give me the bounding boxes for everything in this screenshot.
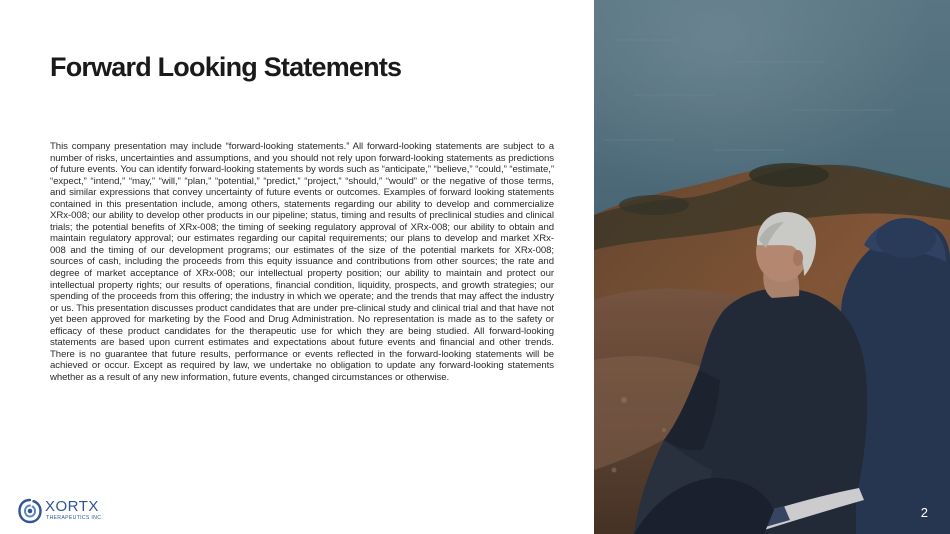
slide-title: Forward Looking Statements bbox=[50, 52, 402, 82]
logo-tagline: THERAPEUTICS INC. bbox=[46, 515, 103, 521]
xortx-logo bbox=[18, 497, 128, 527]
forward-looking-statements-text: This company presentation may include “forward-looking statements.” All forward-looking statements are subject to a number of risks, uncertainties and assumptions, and you should not rely upon forward-looking statements as predictions of future events. You can identify forward-looking statements by words such as “anticipate,” “believe,” “could,” “estimate,” “expect,” “intend,” “may,” “will,” “plan,” “potential,” “predict,” “project,” “should,” “would” or the negative of those terms, and similar expressions that convey uncertainty of future events or outcomes. Examples of forward looking statements contained in this presentation include, among others, statements regarding our ability to develop and commercialize XRx-008; our ability to develop other products in our pipeline; status, timing and results of preclinical studies and clinical trials; the potential benefits of XRx-008; the timing of seeking regulatory approval of XRx-008; our ability to obtain and maintain regulatory approval; our estimates regarding our capital requirements; our plans to develop and market XRx-008 and the timing of our development programs; our estimates of the size of the potential markets for XRx-008; sources of cash, including the proceeds from this equity issuance and contributions from other sources; the rate and degree of market acceptance of XRx-008; our intellectual property position; our ability to maintain and protect our intellectual property rights; our results of operations, financial condition, liquidity, prospects, and growth strategies; our spending of the proceeds from this offering; the industry in which we operate; and the trends that may affect the industry or us. This presentation discusses product candidates that are under pre-clinical study and clinical trial and that have not yet been approved for marketing by the Food and Drug Administration. No representation is made as to the safety or efficacy of these product candidates for the therapeutic use for which they are being studied. All forward-looking statements are based upon current estimates and expectations about future events and financial and other trends. There is no guarantee that future results, performance or events reflected in the forward-looking statements will be achieved or occur. Except as required by law, we undertake no obligation to update any forward-looking statements whether as a result of any new information, future events, changed circumstances or otherwise. bbox=[50, 141, 554, 383]
coastal-photo bbox=[594, 0, 950, 534]
xortx-logo-icon bbox=[18, 497, 42, 525]
logo-name: XORTX bbox=[45, 498, 99, 515]
photo-elderly-couple-icon bbox=[594, 0, 950, 534]
page-number: 2 bbox=[920, 505, 928, 520]
